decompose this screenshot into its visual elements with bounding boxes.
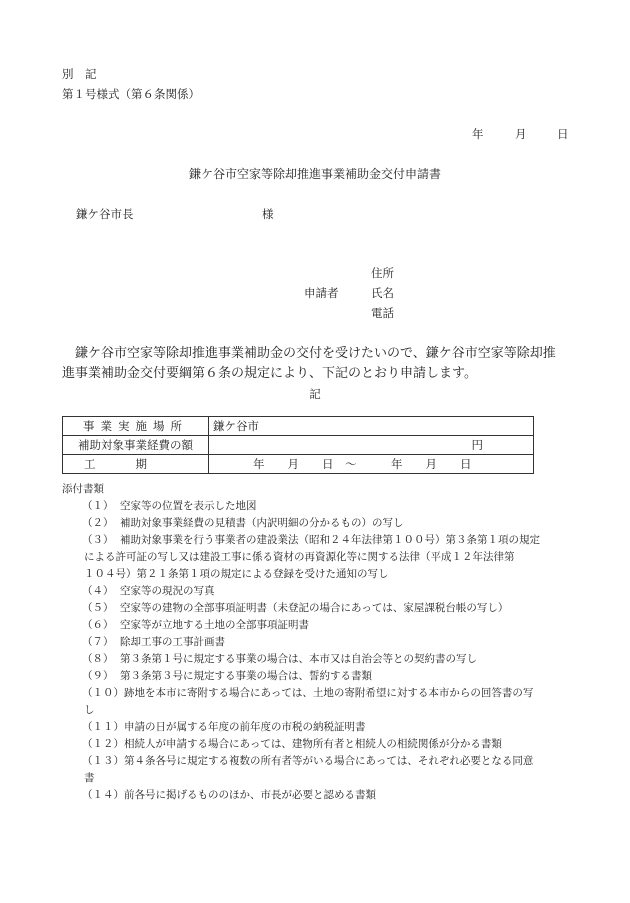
- expense-label: 補助対象事業経費の額: [63, 436, 209, 455]
- document-title: 鎌ケ谷市空家等除却推進事業補助金交付申請書: [188, 167, 441, 181]
- attachment-item: [82, 498, 582, 515]
- attachment-item: [82, 583, 582, 600]
- addressee-honorific: 様: [262, 207, 274, 221]
- attachment-text: 第３条第３号に規定する事業の場合は、誓約する書類: [120, 670, 372, 682]
- date-month: 月: [515, 127, 527, 141]
- attachments-heading: 添付書類: [62, 483, 104, 495]
- site-label: 事業実施場所: [63, 417, 209, 436]
- application-paragraph: [62, 344, 568, 384]
- site-value: 鎌ケ谷市: [209, 417, 534, 436]
- besshi-label: 別 記: [62, 67, 97, 81]
- application-table: [62, 416, 534, 474]
- attachment-text: 補助対象事業を行う事業者の建設業法（昭和２４年法律第１００号）第３条第１項の規定: [120, 534, 540, 546]
- attachment-text: 第３条第１号に規定する事業の場合は、本市又は自治会等との契約書の写し: [120, 653, 477, 665]
- attachment-text: 跡地を本市に寄附する場合にあっては、土地の寄附希望に対する本市からの回答書の写: [124, 687, 534, 699]
- table-row: [63, 455, 534, 474]
- attachment-number: （４）: [82, 585, 114, 597]
- attachment-number: （６）: [82, 619, 114, 631]
- form-number: 第１号様式（第６条関係）: [62, 87, 200, 101]
- period-label: 工期: [63, 455, 209, 474]
- attachment-item: [82, 600, 582, 617]
- attachment-text: 空家等の建物の全部事項証明書（未登記の場合にあっては、家屋課税台帳の写し）: [120, 602, 509, 614]
- attachment-text: 補助対象事業経費の見積書（内訳明細の分かるもの）の写し: [120, 517, 404, 529]
- attachment-text: 申請の日が属する年度の前年度の市税の納税証明書: [124, 721, 366, 733]
- attachment-text-continued: １０４号）第２１条第１項の規定による登録を受けた通知の写し: [84, 568, 389, 580]
- attachment-text: 第４条各号に規定する複数の所有者等がいる場合にあっては、それぞれ必要となる同意: [124, 755, 534, 767]
- attachment-item: [82, 668, 582, 685]
- date-day: 日: [557, 127, 569, 141]
- attachment-number: （３）: [82, 534, 114, 546]
- attachment-text: 空家等が立地する土地の全部事項証明書: [120, 619, 309, 631]
- attachment-text-continued: 書: [84, 772, 95, 784]
- paragraph-line: 進事業補助金交付要綱第６条の規定により、下記のとおり申請します。: [62, 366, 477, 382]
- attachment-number: （８）: [82, 653, 114, 665]
- attachment-text: 除却工事の工事計画書: [120, 636, 225, 648]
- applicant-address-label: 住所: [371, 266, 394, 280]
- attachment-item: [82, 719, 582, 736]
- attachment-item: [82, 532, 582, 583]
- attachment-number: （１４）: [82, 789, 124, 801]
- applicant-name-label: 氏名: [371, 286, 394, 300]
- ki-label: 記: [309, 387, 321, 401]
- paragraph-line: 鎌ケ谷市空家等除却推進事業補助金の交付を受けたいので、鎌ケ谷市空家等除却推: [75, 346, 556, 361]
- period-value: 年 月 日 ～ 年 月 日: [209, 455, 534, 474]
- attachment-number: （５）: [82, 602, 114, 614]
- attachment-number: （７）: [82, 636, 114, 648]
- attachment-item: [82, 617, 582, 634]
- attachment-item: [82, 736, 582, 753]
- attachment-number: （１０）: [82, 687, 124, 699]
- table-row: [63, 417, 534, 436]
- attachment-text: 空家等の位置を表示した地図: [120, 500, 257, 512]
- attachment-number: （９）: [82, 670, 114, 682]
- attachment-item: [82, 634, 582, 651]
- attachment-text: 前各号に掲げるもののほか、市長が必要と認める書類: [124, 789, 376, 801]
- attachment-item: [82, 651, 582, 668]
- addressee-name: 鎌ケ谷市長: [76, 207, 134, 221]
- attachment-number: （１３）: [82, 755, 124, 767]
- expense-value: 円: [209, 436, 534, 455]
- attachment-item: [82, 787, 582, 804]
- attachment-text: 空家等の現況の写真: [120, 585, 215, 597]
- attachment-text-continued: し: [84, 704, 95, 716]
- attachment-item: [82, 685, 582, 719]
- attachment-number: （１１）: [82, 721, 124, 733]
- attachment-item: [82, 753, 582, 787]
- attachment-text: 相続人が申請する場合にあっては、建物所有者と相続人の相続関係が分かる書類: [124, 738, 502, 750]
- attachment-number: （２）: [82, 517, 114, 529]
- attachment-item: [82, 515, 582, 532]
- attachment-text-continued: による許可証の写し又は建設工事に係る資材の再資源化等に関する法律（平成１２年法律第: [84, 551, 515, 563]
- date-year: 年: [472, 127, 484, 141]
- applicant-label: 申請者: [304, 286, 339, 300]
- table-row: [63, 436, 534, 455]
- applicant-phone-label: 電話: [371, 306, 394, 320]
- attachment-number: （１２）: [82, 738, 124, 750]
- attachment-number: （１）: [82, 500, 114, 512]
